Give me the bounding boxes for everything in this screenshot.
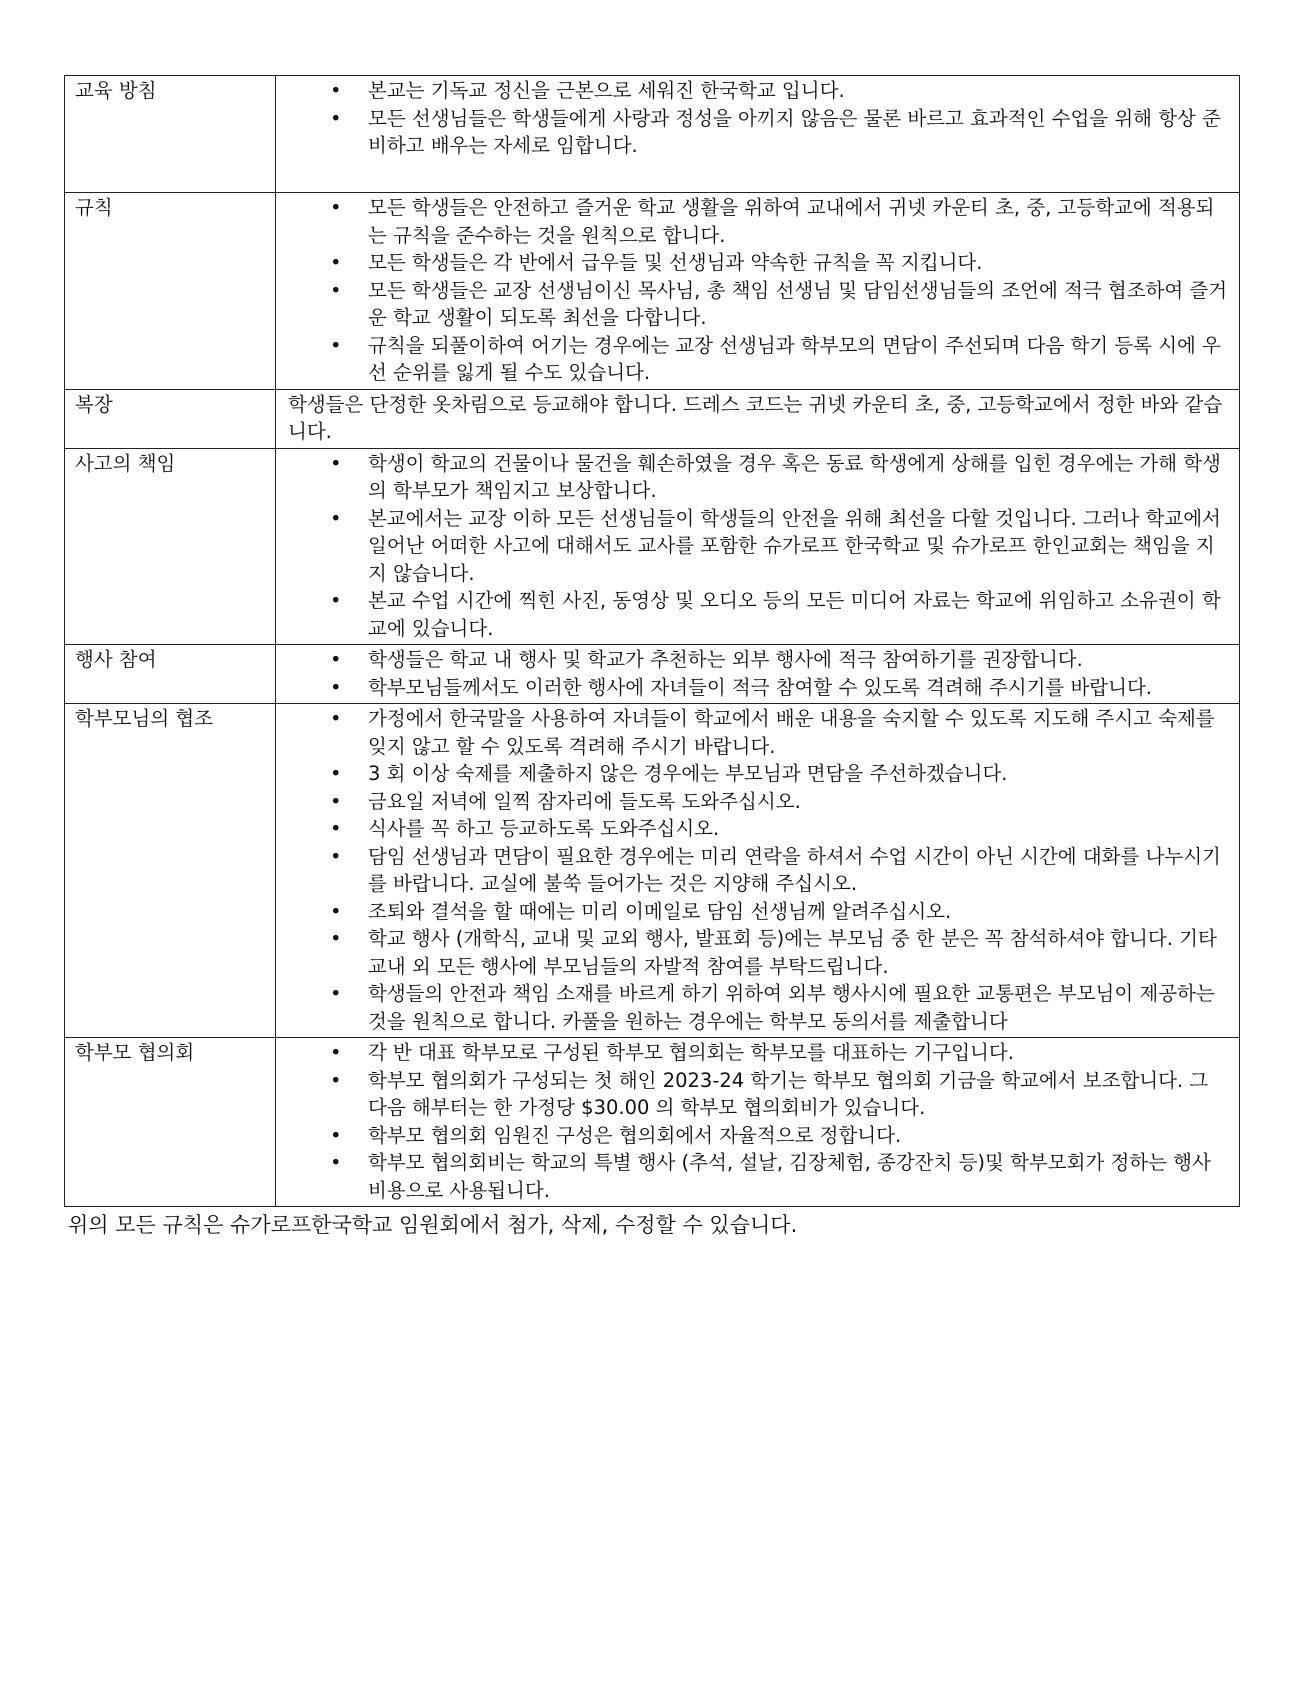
- category-cell: 복장: [65, 389, 276, 448]
- table-row: [65, 389, 1240, 448]
- content-cell: [276, 645, 1240, 704]
- list-item: • 학부모님들께서도 이러한 행사에 자녀들이 적극 참여할 수 있도록 격려해 주시기를 바랍니다.: [282, 674, 1233, 702]
- bullet-list: [282, 77, 1233, 160]
- list-item: • 학부모 협의회 임원진 구성은 협의회에서 자율적으로 정합니다.: [282, 1122, 1233, 1150]
- list-item: • 학교 행사 (개학식, 교내 및 교외 행사, 발표회 등)에는 부모님 중 한 분은 꼭 참석하셔야 합니다. 기타 교내 외 모든 행사에 부모님들의 자발적 참여를 부탁드립니다.: [282, 925, 1233, 980]
- list-item: • 3 회 이상 숙제를 제출하지 않은 경우에는 부모님과 면담을 주선하겠습니다.: [282, 760, 1233, 788]
- list-item: • 학생들의 안전과 책임 소재를 바르게 하기 위하여 외부 행사시에 필요한 교통편은 부모님이 제공하는 것을 원칙으로 합니다. 카풀을 원하는 경우에는 학부모 동의서를 제출합니다: [282, 980, 1233, 1035]
- list-item: • 본교 수업 시간에 찍힌 사진, 동영상 및 오디오 등의 모든 미디어 자료는 학교에 위임하고 소유권이 학교에 있습니다.: [282, 587, 1233, 642]
- table-row: [65, 1038, 1240, 1207]
- category-cell: 학부모님의 협조: [65, 704, 276, 1038]
- list-item: • 가정에서 한국말을 사용하여 자녀들이 학교에서 배운 내용을 숙지할 수 있도록 지도해 주시고 숙제를 잊지 않고 할 수 있도록 격려해 주시기 바랍니다.: [282, 705, 1233, 760]
- list-item: • 학부모 협의회가 구성되는 첫 해인 2023-24 학기는 학부모 협의회 기금을 학교에서 보조합니다. 그 다음 해부터는 한 가정당 $30.00 의 학부모 협의회비가 있습니다.: [282, 1067, 1233, 1122]
- content-cell: [276, 448, 1240, 645]
- category-cell: 교육 방침: [65, 76, 276, 193]
- bullet-list: [282, 1039, 1233, 1204]
- table-row: [65, 76, 1240, 193]
- list-item: • 학부모 협의회비는 학교의 특별 행사 (추석, 설날, 김장체험, 종강잔치 등)및 학부모회가 정하는 행사 비용으로 사용됩니다.: [282, 1149, 1233, 1204]
- table-row: [65, 645, 1240, 704]
- list-item: • 모든 학생들은 교장 선생님이신 목사님, 총 책임 선생님 및 담임선생님들의 조언에 적극 협조하여 즐거운 학교 생활이 되도록 최선을 다합니다.: [282, 277, 1233, 332]
- list-item: • 조퇴와 결석을 할 때에는 미리 이메일로 담임 선생님께 알려주십시오.: [282, 898, 1233, 926]
- list-item: • 각 반 대표 학부모로 구성된 학부모 협의회는 학부모를 대표하는 기구입니다.: [282, 1039, 1233, 1067]
- list-item: • 식사를 꼭 하고 등교하도록 도와주십시오.: [282, 815, 1233, 843]
- content-cell: [276, 193, 1240, 390]
- content-cell: [276, 76, 1240, 193]
- list-item: • 학생들은 학교 내 행사 및 학교가 추천하는 외부 행사에 적극 참여하기를 권장합니다.: [282, 646, 1233, 674]
- content-cell: [276, 704, 1240, 1038]
- bullet-list: [282, 450, 1233, 643]
- list-item: • 규칙을 되풀이하여 어기는 경우에는 교장 선생님과 학부모의 면담이 주선되며 다음 학기 등록 시에 우선 순위를 잃게 될 수도 있습니다.: [282, 332, 1233, 387]
- footer-note: 위의 모든 규칙은 슈가로프한국학교 임원회에서 첨가, 삭제, 수정할 수 있습니다.: [68, 1213, 798, 1237]
- table-row: [65, 193, 1240, 390]
- list-item: • 본교는 기독교 정신을 근본으로 세워진 한국학교 입니다.: [282, 77, 1233, 105]
- list-item: • 모든 학생들은 안전하고 즐거운 학교 생활을 위하여 교내에서 귀넷 카운티 초, 중, 고등학교에 적용되는 규칙을 준수하는 것을 원칙으로 합니다.: [282, 194, 1233, 249]
- content-cell: [276, 1038, 1240, 1207]
- table-row: [65, 704, 1240, 1038]
- category-cell: 행사 참여: [65, 645, 276, 704]
- table-row: [65, 448, 1240, 645]
- category-cell: 학부모 협의회: [65, 1038, 276, 1207]
- list-item: • 모든 선생님들은 학생들에게 사랑과 정성을 아끼지 않음은 물론 바르고 효과적인 수업을 위해 항상 준비하고 배우는 자세로 임합니다.: [282, 105, 1233, 160]
- content-cell: [276, 389, 1240, 448]
- rules-table: [64, 75, 1240, 1207]
- list-item: • 학생이 학교의 건물이나 물건을 훼손하였을 경우 혹은 동료 학생에게 상해를 입힌 경우에는 가해 학생의 학부모가 책임지고 보상합니다.: [282, 450, 1233, 505]
- list-item: • 금요일 저녁에 일찍 잠자리에 들도록 도와주십시오.: [282, 788, 1233, 816]
- bullet-list: [282, 646, 1233, 701]
- list-item: • 본교에서는 교장 이하 모든 선생님들이 학생들의 안전을 위해 최선을 다할 것입니다. 그러나 학교에서 일어난 어떠한 사고에 대해서도 교사를 포함한 슈가로프 한국학교 및 슈가로프 한인교회는 책임을 지지 않습니다.: [282, 505, 1233, 588]
- bullet-list: [282, 194, 1233, 387]
- category-cell: 규칙: [65, 193, 276, 390]
- category-cell: 사고의 책임: [65, 448, 276, 645]
- dress-code-text: 학생들은 단정한 옷차림으로 등교해야 합니다. 드레스 코드는 귀넷 카운티 초, 중, 고등학교에서 정한 바와 같습니다.: [288, 392, 1223, 443]
- bullet-list: [282, 705, 1233, 1035]
- list-item: • 모든 학생들은 각 반에서 급우들 및 선생님과 약속한 규칙을 꼭 지킵니다.: [282, 249, 1233, 277]
- document-page: [64, 75, 1240, 1239]
- list-item: • 담임 선생님과 면담이 필요한 경우에는 미리 연락을 하셔서 수업 시간이 아닌 시간에 대화를 나누시기를 바랍니다. 교실에 불쑥 들어가는 것은 지양해 주십시오.: [282, 843, 1233, 898]
